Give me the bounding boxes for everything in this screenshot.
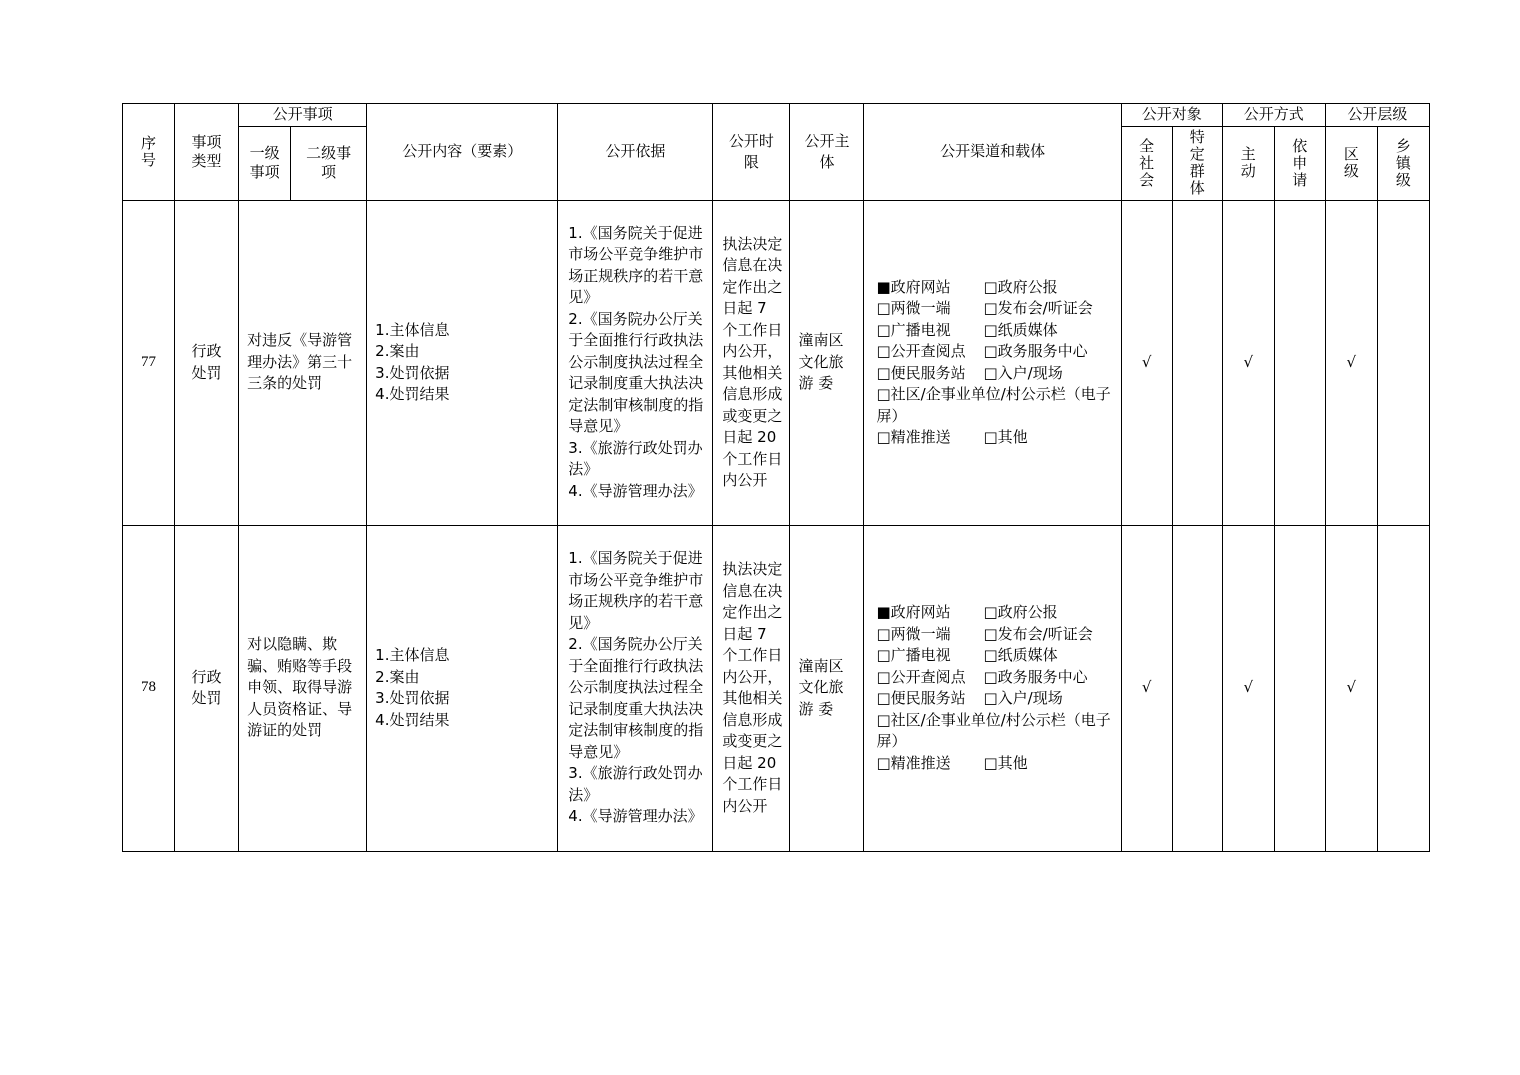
row-time-limit: 执法决定信息在决定作出之日起 7 个工作日内公开，其他相关信息形成或变更之日起 20 个工作日内公开: [713, 525, 790, 851]
row-basis: 1.《国务院关于促进市场公平竞争维护市场正规秩序的若干意见》 2.《国务院办公厅关于全面推行行政执法公示制度执法过程全记录制度重大执法决定法制审核制度的指导意见》 3.《旅游行政处罚办法》 4.《导游管理办法》: [558, 200, 713, 525]
content-item: 3.处罚依据: [375, 689, 450, 707]
row-basis: 1.《国务院关于促进市场公平竞争维护市场正规秩序的若干意见》 2.《国务院办公厅关于全面推行行政执法公示制度执法过程全记录制度重大执法决定法制审核制度的指导意见》 3.《旅游行政处罚办法》 4.《导游管理办法》: [558, 525, 713, 851]
channel-row: □精准推送 □其他: [876, 428, 1028, 446]
content-item: 2.案由: [375, 667, 420, 686]
header-public-item: 公开事项: [239, 104, 367, 127]
check-method-request: [1274, 200, 1325, 525]
channel-row: ■政府网站 □政府公报: [876, 603, 1058, 621]
table-row: [123, 200, 1430, 525]
header-audience-specific: 特定群体: [1172, 126, 1222, 200]
header-method: 公开方式: [1222, 104, 1325, 127]
header-level: 公开层级: [1325, 104, 1429, 127]
row-seq: 77: [123, 200, 175, 525]
row-subject: 潼南区文化旅游 委: [790, 200, 864, 525]
header-subject: 公开主体: [790, 104, 864, 201]
content-item: 1.主体信息: [375, 320, 450, 339]
channel-row: □两微一端 □发布会/听证会: [876, 624, 1093, 643]
row-content: [367, 525, 558, 851]
header-basis: 公开依据: [558, 104, 713, 201]
channel-row: □广播电视 □纸质媒体: [876, 320, 1058, 339]
channel-row: □公开查阅点 □政务服务中心: [876, 667, 1088, 686]
channel-row: □精准推送 □其他: [876, 753, 1028, 772]
channel-row: ■政府网站 □政府公报: [876, 277, 1058, 296]
content-item: 4.处罚结果: [375, 710, 450, 729]
header-audience: 公开对象: [1121, 104, 1222, 127]
header-content: 公开内容（要素）: [367, 104, 558, 201]
check-level-district: √: [1325, 200, 1377, 525]
header-level-town: 乡镇级: [1377, 126, 1429, 200]
row-subject: 潼南区文化旅游 委: [790, 525, 864, 851]
header-level-district: 区级: [1325, 126, 1377, 200]
check-audience-specific: [1172, 200, 1222, 525]
row-channels: [864, 525, 1121, 851]
header-item-type: 事项类型: [175, 104, 239, 201]
content-item: 1.主体信息: [375, 646, 450, 664]
header-audience-all: 全社会: [1121, 126, 1172, 200]
table-row: [123, 525, 1430, 851]
check-method-active: √: [1222, 525, 1274, 851]
check-level-town: [1377, 525, 1429, 851]
channel-row: □广播电视 □纸质媒体: [876, 646, 1058, 664]
disclosure-table: [122, 103, 1430, 852]
channel-row: □公开查阅点 □政务服务中心: [876, 342, 1088, 360]
header-channels: 公开渠道和载体: [864, 104, 1121, 201]
header-row-1: [123, 104, 1430, 127]
check-audience-specific: [1172, 525, 1222, 851]
check-audience-all: √: [1121, 200, 1172, 525]
channel-row: □两微一端 □发布会/听证会: [876, 299, 1093, 317]
content-item: 3.处罚依据: [375, 363, 450, 382]
row-level1: 对以隐瞒、欺骗、贿赂等手段申领、取得导游人员资格证、导游证的处罚: [239, 525, 367, 851]
header-seq: 序号: [123, 104, 175, 201]
header-time-limit: 公开时限: [713, 104, 790, 201]
channel-row: □社区/企事业单位/村公示栏（电子屏）: [876, 710, 1111, 750]
content-item: 2.案由: [375, 342, 420, 360]
row-channels: [864, 200, 1121, 525]
check-level-district: √: [1325, 525, 1377, 851]
row-seq: 78: [123, 525, 175, 851]
check-audience-all: √: [1121, 525, 1172, 851]
channel-row: □便民服务站 □入户/现场: [876, 363, 1063, 382]
check-method-active: √: [1222, 200, 1274, 525]
row-time-limit: 执法决定信息在决定作出之日起 7 个工作日内公开，其他相关信息形成或变更之日起 20 个工作日内公开: [713, 200, 790, 525]
channel-row: □社区/企事业单位/村公示栏（电子屏）: [876, 385, 1111, 425]
header-method-request: 依申请: [1274, 126, 1325, 200]
header-level1: 一级事项: [239, 126, 291, 200]
header-level2: 二级事项: [291, 126, 367, 200]
check-method-request: [1274, 525, 1325, 851]
channel-row: □便民服务站 □入户/现场: [876, 689, 1063, 707]
row-content: [367, 200, 558, 525]
check-level-town: [1377, 200, 1429, 525]
content-item: 4.处罚结果: [375, 385, 450, 403]
row-type: 行政处罚: [175, 525, 239, 851]
header-method-active: 主动: [1222, 126, 1274, 200]
row-level1: 对违反《导游管理办法》第三十三条的处罚: [239, 200, 367, 525]
row-type: 行政处罚: [175, 200, 239, 525]
